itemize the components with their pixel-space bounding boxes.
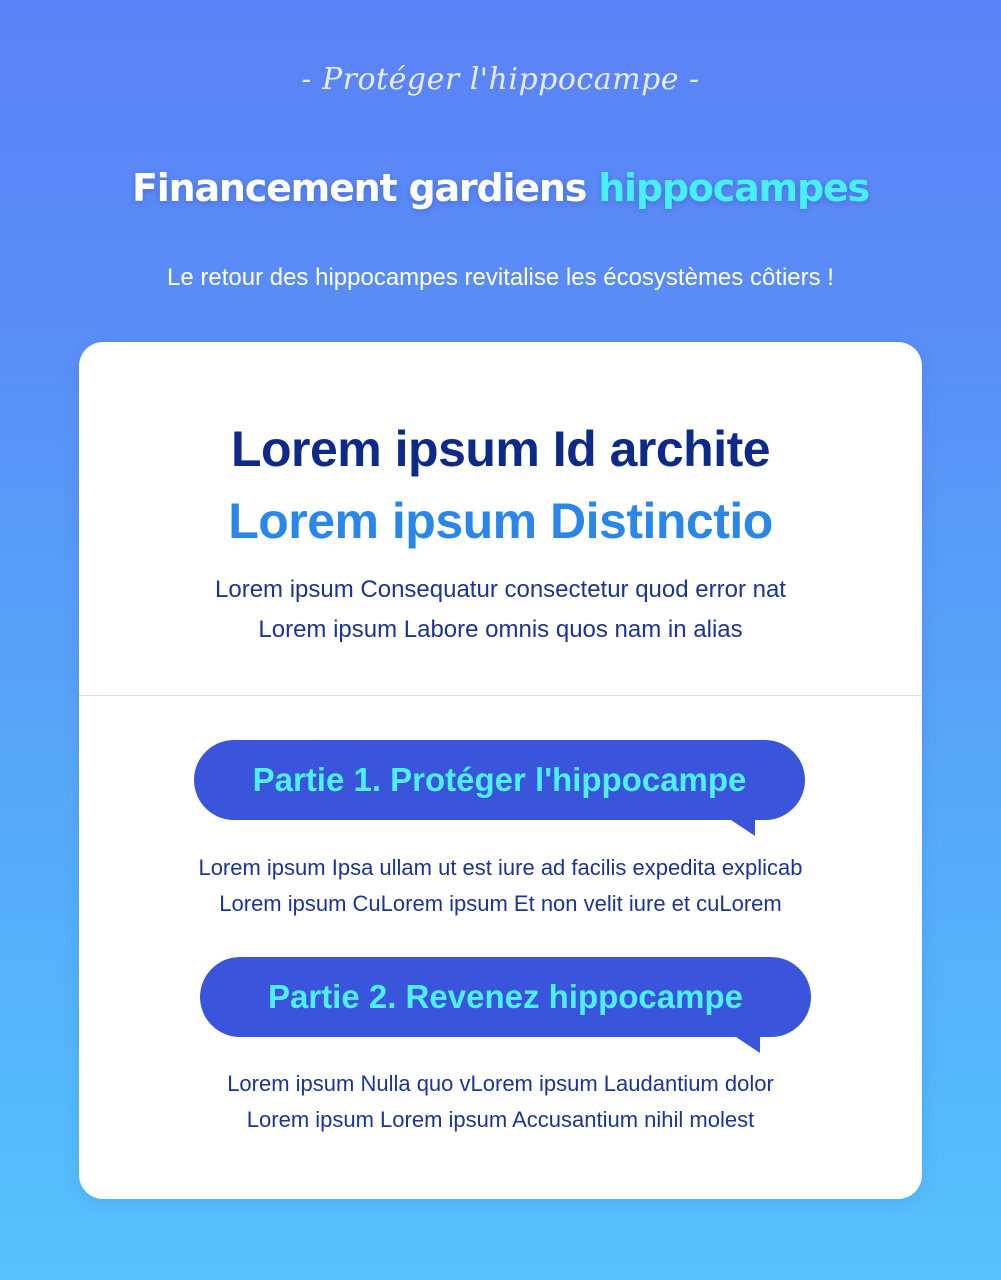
speech-bubble-tail [731, 820, 755, 836]
card-heading-secondary: Lorem ipsum Distinctio [228, 493, 773, 549]
section-1-label-bubble: Partie 1. Protéger l'hippocampe [194, 740, 805, 820]
page-subtitle: Le retour des hippocampes revitalise les écosystèmes côtiers ! [167, 264, 834, 291]
page-title [0, 166, 1001, 210]
intro-text-line: Lorem ipsum Labore omnis quos nam in alias [258, 616, 743, 643]
section-1-text-line: Lorem ipsum CuLorem ipsum Et non velit iure et cuLorem [219, 891, 782, 916]
section-2-label-bubble: Partie 2. Revenez hippocampe [200, 957, 811, 1037]
section-2-text-line: Lorem ipsum Nulla quo vLorem ipsum Laudantium dolor [227, 1071, 774, 1096]
card-divider [79, 695, 922, 696]
content-card [79, 342, 922, 1199]
speech-bubble-tail [736, 1037, 760, 1053]
intro-text-line: Lorem ipsum Consequatur consectetur quod error nat [215, 576, 786, 603]
section-1-text-line: Lorem ipsum Ipsa ullam ut est iure ad facilis expedita explicab [198, 855, 803, 880]
page-title-accent: hippocampes [598, 166, 869, 210]
tagline: - Protéger l'hippocampe - [301, 62, 700, 97]
card-heading-primary: Lorem ipsum Id archite [230, 421, 771, 477]
page-title-main: Financement gardiens [132, 166, 587, 210]
section-2-text-line: Lorem ipsum Lorem ipsum Accusantium nihil molest [246, 1107, 755, 1132]
